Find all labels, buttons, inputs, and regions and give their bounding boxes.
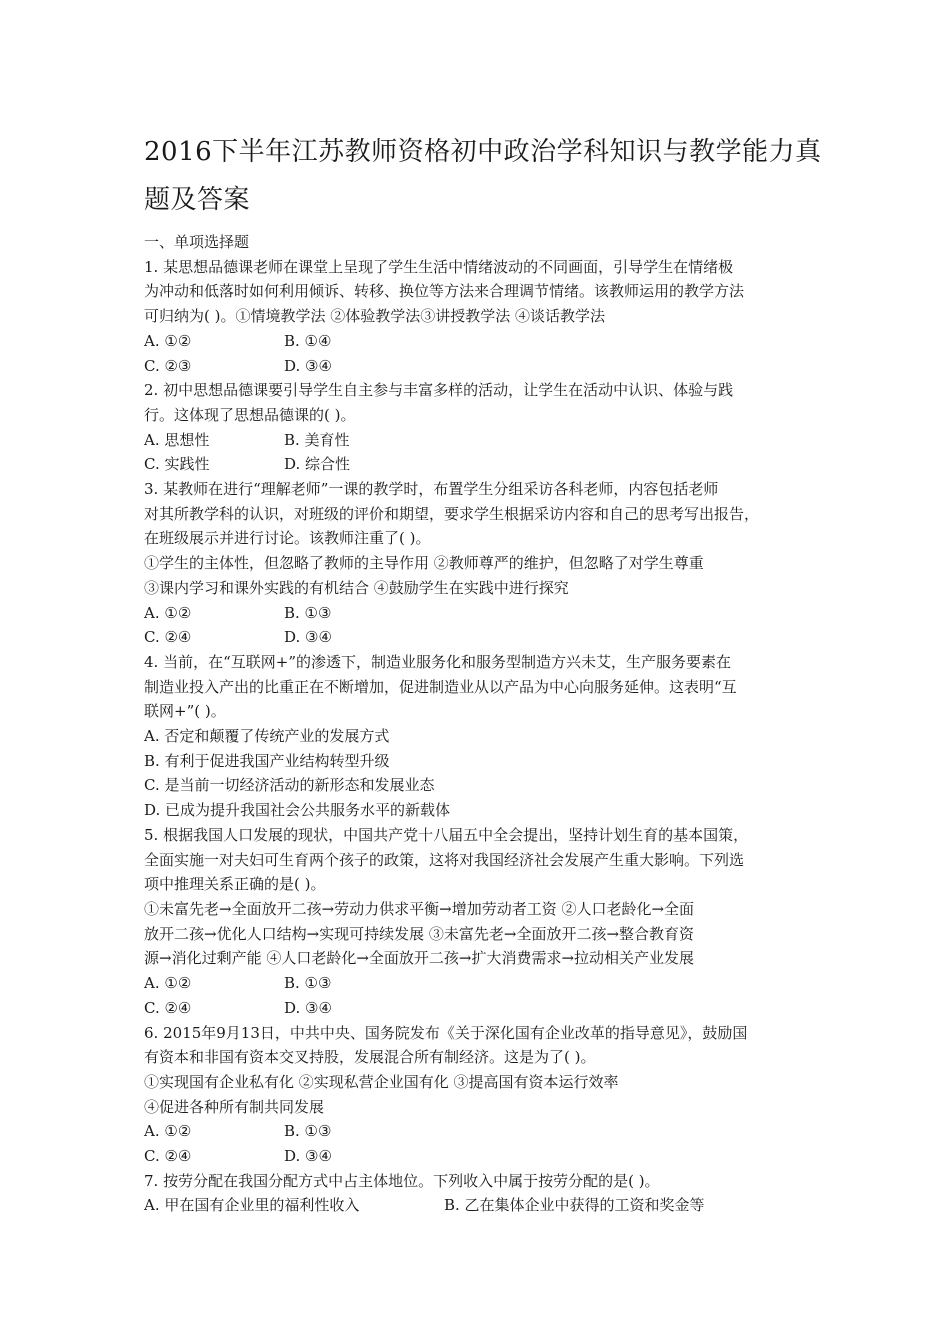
exam-page: [144, 128, 824, 1218]
question-text-line: 在班级展示并进行讨论。该教师注重了( )。: [144, 529, 431, 548]
option-row: [144, 971, 824, 996]
answer-option: C. 实践性: [144, 455, 210, 474]
question-text-line: ①学生的主体性，但忽略了教师的主导作用 ②教师尊严的维护，但忽略了对学生尊重: [144, 554, 704, 573]
answer-option: B. ①③: [284, 603, 332, 622]
question-1: [144, 255, 824, 379]
question-text-line: A. 否定和颠覆了传统产业的发展方式: [144, 727, 390, 746]
question-7: [144, 1169, 824, 1218]
option-row: [144, 452, 824, 477]
answer-option: D. 综合性: [284, 455, 351, 474]
question-4: [144, 650, 824, 823]
answer-option: A. ①②: [144, 1122, 192, 1141]
question-3: [144, 477, 824, 650]
answer-option: C. ②④: [144, 998, 192, 1017]
answer-option: C. ②③: [144, 356, 192, 375]
answer-option: C. ②④: [144, 1147, 192, 1166]
question-6: [144, 1021, 824, 1169]
question-2: [144, 378, 824, 477]
title-line-1: 2016下半年江苏教师资格初中政治学科知识与教学能力真: [144, 137, 822, 167]
question-text-line: 为冲动和低落时如何利用倾诉、转移、换位等方法来合理调节情绪。该教师运用的教学方法: [144, 282, 745, 301]
question-text-line: 制造业投入产出的比重正在不断增加，促进制造业从以产品为中心向服务延伸。这表明“互: [144, 677, 737, 696]
question-text-line: 3. 某教师在进行“理解老师”一课的教学时，布置学生分组采访各科老师，内容包括老师: [144, 480, 719, 499]
question-list: [144, 255, 824, 1218]
answer-option: A. ①②: [144, 603, 192, 622]
answer-option: A. 思想性: [144, 430, 210, 449]
question-text-line: ①实现国有企业私有化 ②实现私营企业国有化 ③提高国有资本运行效率: [144, 1072, 619, 1091]
question-text-line: 5. 根据我国人口发展的现状，中国共产党十八届五中全会提出，坚持计划生育的基本国策，: [144, 825, 749, 844]
question-text-line: 可归纳为( )。①情境教学法 ②体验教学法③讲授教学法 ④谈话教学法: [144, 307, 606, 326]
question-text-line: 放开二孩→优化人口结构→实现可持续发展 ③未富先老→全面放开二孩→整合教育资: [144, 924, 695, 943]
question-text-line: ④促进各种所有制共同发展: [144, 1097, 325, 1116]
question-text-line: D. 已成为提升我国社会公共服务水平的新载体: [144, 801, 451, 820]
option-row: [144, 428, 824, 453]
question-text-line: ①未富先老→全面放开二孩→劳动力供求平衡→增加劳动者工资 ②人口老龄化→全面: [144, 899, 695, 918]
question-5: [144, 823, 824, 1021]
option-row: [144, 1144, 824, 1169]
answer-option: D. ③④: [284, 998, 332, 1017]
answer-option: A. ①②: [144, 331, 192, 350]
option-row: [144, 625, 824, 650]
answer-option: B. ①④: [284, 331, 332, 350]
answer-option: B. 乙在集体企业中获得的工资和奖金等: [444, 1196, 705, 1215]
option-row: [144, 329, 824, 354]
question-text-line: 6. 2015年9月13日，中共中央、国务院发布《关于深化国有企业改革的指导意见》，鼓励国: [144, 1023, 748, 1042]
answer-option: B. ①③: [284, 974, 332, 993]
question-text-line: 全面实施一对夫妇可生育两个孩子的政策，这将对我国经济社会发展产生重大影响。下列选: [144, 850, 745, 869]
document-title: [144, 128, 824, 224]
question-text-line: 源→消化过剩产能 ④人口老龄化→全面放开二孩→扩大消费需求→拉动相关产业发展: [144, 949, 695, 968]
answer-option: C. ②④: [144, 628, 192, 647]
question-text-line: 4. 当前，在“互联网+”的渗透下，制造业服务化和服务型制造方兴未艾，生产服务要素在: [144, 652, 731, 671]
question-text-line: 行。这体现了思想品德课的( )。: [144, 405, 356, 424]
question-text-line: B. 有利于促进我国产业结构转型升级: [144, 751, 390, 770]
question-text-line: 1. 某思想品德课老师在课堂上呈现了学生生活中情绪波动的不同画面，引导学生在情绪极: [144, 257, 734, 276]
answer-option: D. ③④: [284, 628, 332, 647]
option-row: [144, 1119, 824, 1144]
answer-option: A. ①②: [144, 974, 192, 993]
answer-option: D. ③④: [284, 1147, 332, 1166]
answer-option: A. 甲在国有企业里的福利性收入: [144, 1196, 360, 1215]
question-text-line: 对其所教学科的认识，对班级的评价和期望，要求学生根据采访内容和自己的思考写出报告，: [144, 504, 760, 523]
question-text-line: 联网+”( )。: [144, 702, 226, 721]
question-text-line: 有资本和非国有资本交叉持股，发展混合所有制经济。这是为了( )。: [144, 1048, 596, 1067]
question-text-line: 7. 按劳分配在我国分配方式中占主体地位。下列收入中属于按劳分配的是( )。: [144, 1171, 660, 1190]
question-text-line: 2. 初中思想品德课要引导学生自主参与丰富多样的活动，让学生在活动中认识、体验与践: [144, 381, 734, 400]
title-line-2: 题及答案: [144, 185, 251, 215]
question-text-line: ③课内学习和课外实践的有机结合 ④鼓励学生在实践中进行探究: [144, 578, 569, 597]
section-heading: 一、单项选择题: [144, 233, 250, 251]
option-row: [144, 601, 824, 626]
answer-option: B. 美育性: [284, 430, 350, 449]
answer-option: B. ①③: [284, 1122, 332, 1141]
question-text-line: C. 是当前一切经济活动的新形态和发展业态: [144, 776, 435, 795]
question-text-line: 项中推理关系正确的是( )。: [144, 875, 326, 894]
option-row: [144, 354, 824, 379]
option-row: [144, 1193, 824, 1218]
option-row: [144, 996, 824, 1021]
answer-option: D. ③④: [284, 356, 332, 375]
